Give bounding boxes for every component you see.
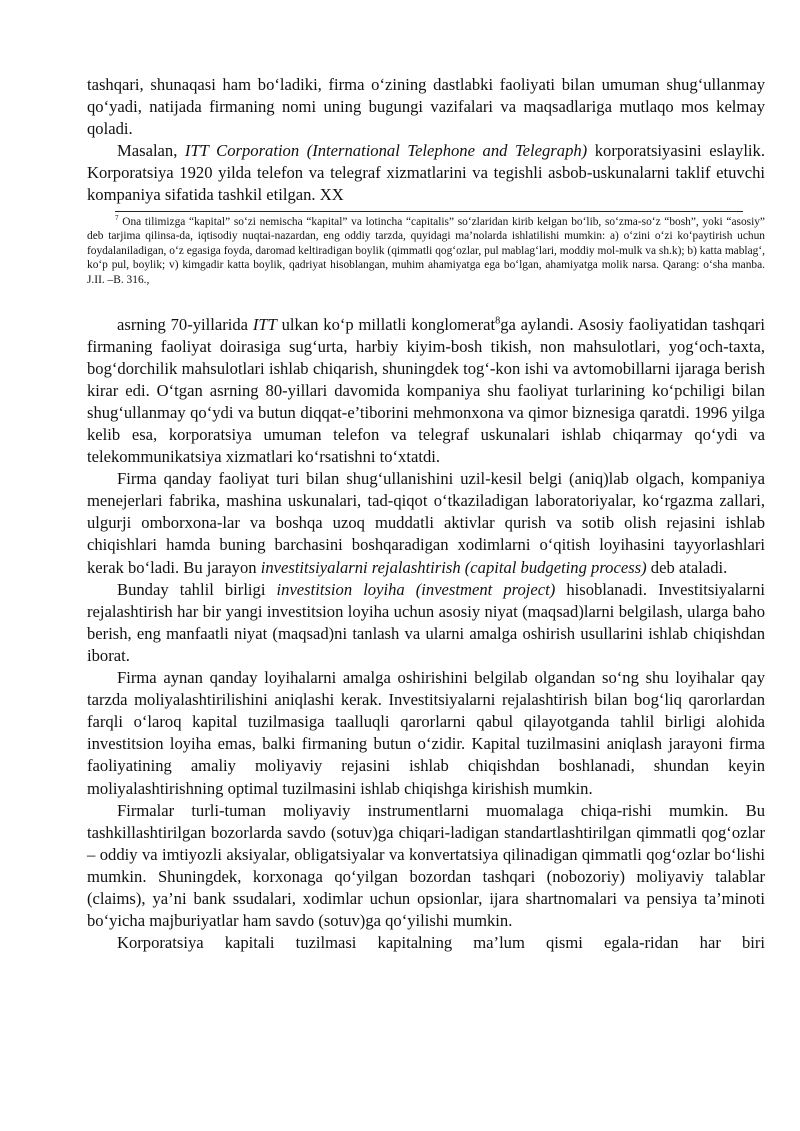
paragraph-1-italic: ITT Corporation (International Telephone and Telegraph): [184, 141, 588, 161]
paragraph-3: [87, 468, 765, 578]
paragraph-3-text-a: Firma qanday faoliyat turi bilan shug‘ullanishini uzil-kesil belgi (aniq)lab olgach, kompaniya menejerlari fabrika, mashina uskunalari, tad-qiqot o‘tkaziladigan laboratoriyalar, ko‘rgazma zallari, ulgurji omborxona-lar va boshqa uzoq muddatli aktivlar qurish va sotib olish rejasini ishlab chiqishlari hamda buning barchasini boshqaradigan xodimlarni o‘qitish loyihasini tayyorlashlari kerak bo‘ladi. Bu jarayon: [87, 469, 765, 577]
paragraph-2: [87, 314, 765, 469]
footnote-text: Ona tilimizga “kapital” so‘zi nemischa “kapital” va lotincha “capitalis” so‘zlaridan kirib kelgan bo‘lib, so‘zma-so‘z “bosh”, yoki “asosiy” deb tarjima qilinsa-da, iqtisodiy nuqtai-nazardan, eng oddiy tarzda, quyidagi ma’nolarda ishlatilishi mumkin: a) o‘zini o‘zi ko‘paytirish uchun foydalaniladigan, o‘z egasiga foyda, daromad keltiradigan boylik (qimmatli qog‘ozlar, pul mablag‘lari, moddiy mol-mulk va sh.k); b) katta mablag‘, ko‘p pul, boylik; v) kimgadir katta boylik, qadriyat hisoblangan, muhim ahamiyatga ega bo‘lgan, ahamiyatga molik narsa. Qarang: o‘sha manba. J.II. –B. 316.,: [87, 215, 765, 286]
paragraph-2-italic: ITT: [252, 314, 277, 334]
footnote-marker: 7: [115, 213, 119, 222]
page-gap: [87, 288, 765, 314]
paragraph-2-text-b: ulkan ko‘p millatli konglomerat: [276, 314, 496, 334]
paragraph-7: [87, 932, 765, 954]
document-page: [87, 74, 765, 954]
paragraph-4-text-a: Bunday tahlil birligi: [117, 579, 277, 599]
paragraph-6-text: Firmalar turli-tuman moliyaviy instrumentlarni muomalaga chiqa-rishi mumkin. Bu tashkillashtirilgan bozorlarda savdo (sotuv)ga chiqari-ladigan standartlashtirilgan qimmatli qog‘ozlar – oddiy va imtiyozli aksiyalar, obligatsiyalar va konvertatsiya qilinadigan qimmatli qog‘ozlar bo‘lishi mumkin. Shuningdek, korxonaga qo‘yilgan bozordan tashqari (nobozoriy) moliyaviy talablar (claims), ya’ni bank ssudalari, xodimlar uchun opsionlar, ijara shartnomalari va pensiya ta’minoti bo‘yicha majburiyatlar ham savdo (sotuv)ga qo‘yilishi mumkin.: [87, 800, 765, 931]
paragraph-6: [87, 800, 765, 933]
footnote-7: [87, 215, 765, 288]
paragraph-0: [87, 74, 765, 140]
paragraph-4: [87, 579, 765, 667]
paragraph-3-text-b: deb ataladi.: [646, 557, 728, 577]
footnote-ref-8: 8: [495, 315, 501, 326]
paragraph-4-text-b: hisoblanadi. Investitsiyalarni rejalashtirish har bir yangi investitsion loyiha uchun asosiy niyat (maqsad)larni belgilash, ularga baho berish, eng manfaatli niyat (maqsad)ni tanlash va ularni amalga oshirish usullarini ishlab chiqishdan iborat.: [87, 579, 765, 665]
paragraph-3-italic: investitsiyalarni rejalashtirish (capital budgeting process): [260, 557, 647, 577]
paragraph-2-text-c: ga aylandi. Asosiy faoliyatidan tashqari firmaning faoliyat doirasiga sug‘urta, harbiy kiyim-bosh tikish, non mahsulotlari, yog‘och-taxta, bog‘dorchilik mahsulotlari ishlab chiqarish, shuningdek tog‘-kon ishi va avtomobillarni ijaraga berish kirar edi. O‘tgan asrning 80-yillari davomida kompaniya shu faoliyat turlarining ko‘pchiligi bilan shug‘ullanmay qo‘ydi va butun diqqat-e’tiborini mehmonxona va qimor biznesiga qaratdi. 1996 yilga kelib esa, korporatsiya umuman telefon va telegraf uskunalari ishlab chiqarmay qo‘ydi va telekommunikatsiya xizmatlari ko‘rsatishni to‘xtatdi.: [87, 314, 765, 467]
paragraph-1: [87, 140, 765, 206]
paragraph-1-text-a: Masalan,: [117, 141, 185, 161]
paragraph-0-text: tashqari, shunaqasi ham bo‘ladiki, firma o‘zining dastlabki faoliyati bilan umuman shug‘ullanmay qo‘yadi, natijada firmaning nomi uning bugungi vazifalari va maqsadlariga mutlaqo mos kelmay qoladi.: [87, 75, 765, 139]
paragraph-1-text-b: korporatsiyasini eslaylik. Korporatsiya 1920 yilda telefon va telegraf xizmatlarini va tegishli asbob-uskunalarni taklif etuvchi kompaniya sifatida tashkil etilgan. XX: [87, 141, 765, 205]
paragraph-7-text: Korporatsiya kapitali tuzilmasi kapitalning ma’lum qismi egala-ridan har biri: [117, 933, 765, 953]
paragraph-5-text: Firma aynan qanday loyihalarni amalga oshirishini belgilab olgandan so‘ng shu loyihalar qay tarzda moliyalashtirilishini aniqlashi kerak. Investitsiyalarni rejalashtirish bilan bog‘liq qarorlardan farqli o‘laroq kapital tuzilmasiga taalluqli qarorlarni qabul qilayotganda tahlil birligi alohida investitsion loyiha emas, balki firmaning butun o‘zidir. Kapital tuzilmasini aniqlash jarayoni firma faoliyatining amaliy moliyaviy rejasini ishlab chiqishdan boshlanadi, shundan keyin moliyalashtirishning optimal tuzilmasini ishlab chiqishga kirishish mumkin.: [87, 668, 765, 798]
footnote-separator: [115, 211, 743, 212]
paragraph-5: [87, 667, 765, 800]
paragraph-2-text-a: asrning 70-yillarida: [117, 314, 253, 334]
paragraph-4-italic: investitsion loyiha (investment project): [276, 579, 556, 599]
